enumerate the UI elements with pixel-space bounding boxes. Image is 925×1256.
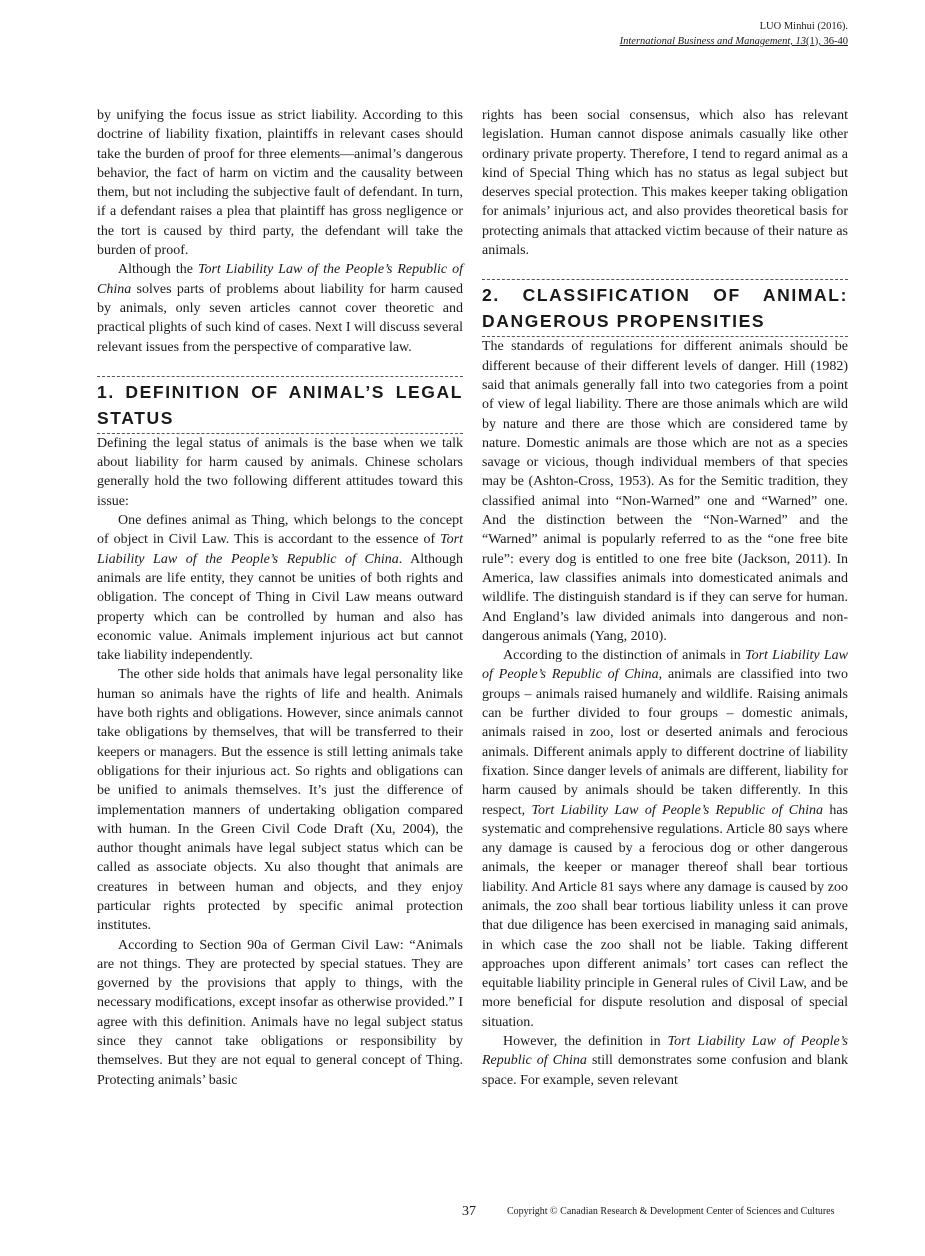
italic-title-text: Tort Liability Law of People’s Republic of China <box>531 802 824 818</box>
right-column <box>482 106 848 1090</box>
running-header <box>620 19 848 49</box>
copyright-notice: Copyright © Canadian Research & Development Center of Sciences and Cultures <box>507 1206 835 1217</box>
text-run: The standards of regulations for different animals should be different because of their different levels of danger. Hill (1982) said that animals generally fall into two categories from a point of view of legal liability. There are those animals which are wild by nature and there are those which are considered tame by nature. Domestic animals are those which are not as a species savage or vicious, though individual members of that species may be (Ashton-Cross, 1953). As for the Semitic tradition, they classified animal into “Non-Warned” one and “Warned” one. And the distinction between the “Non-Warned” and the “Warned” animal is popularly referred to as the “one free bite rule”: every dog is entitled to one free bite (Jackson, 2011). In America, law classifies animals into domesticated animals and wildlife. The distinguish standard is if they can serve for human. And England’s law divided animals into dangerous and non-dangerous animals (Yang, 2010). <box>482 339 848 644</box>
paragraph <box>482 337 848 646</box>
text-run: Defining the legal status of animals is the base when we talk about liability for harm caused by animals. Chinese scholars generally hold the two following different attitudes toward this issue: <box>97 435 463 509</box>
paragraph <box>97 260 463 356</box>
text-run: rights has been social consensus, which also has relevant legislation. Human cannot dispose animals casually like other ordinary private property. Therefore, I tend to regard animal as a kind of Special Thing which has no status as legal subject but deserves special protection. This makes keeper taking obligation for animals’ injurious act, and also provides theoretical basis for protecting animals that attacked victim because of their nature as animals. <box>482 108 848 259</box>
italic-title-text: Tort Liability Law of People’s Republic of China <box>482 648 848 683</box>
italic-title-text: Tort Liability Law of People’s Republic of China <box>482 1034 848 1069</box>
text-run: The other side holds that animals have legal personality like human so animals have the rights of life and health. Animals have both rights and obligations. However, since animals cannot take obligations by themselves, that will be transferred to their keepers or managers. But the essence is still letting animals take obligations for their injurious act. So rights and obligations can be unified to animals themselves. It’s just the difference of implementation manners of undertaking obligation compared with human. In the Green Civil Code Draft (Xu, 2004), the author thought animals have legal subject status which can be called as associate objects. Xu also thought that animals are creatures in between human and objects, and they enjoy particular rights protected by specific animal protection institutes. <box>97 667 463 934</box>
paragraph <box>482 1032 848 1090</box>
left-column <box>97 106 463 1090</box>
text-run: , animals are classified into two groups – animals raised humanely and wildlife. Raising animals can be further divided to four groups – domestic animals, animals raised in zoo, lost or deserted animals and ferocious animals. Different animals apply to different doctrine of liability fixation. Since danger levels of animals are different, liability for harm caused by animals should be taken differently. In this respect, <box>482 667 848 818</box>
paragraph <box>97 511 463 665</box>
paragraph <box>97 665 463 935</box>
header-journal-citation <box>620 34 848 49</box>
paragraph <box>97 106 463 260</box>
paragraph <box>482 646 848 1032</box>
text-run: According to Section 90a of German Civil Law: “Animals are not things. They are protected by special statues. They are governed by the provisions that apply to things, with the necessary modifications, except insofar as otherwise provided.” I agree with this definition. Animals have no legal subject status since they cannot take obligations or responsibility by themselves. But they are not equal to general concept of Thing. Protecting animals’ basic <box>97 937 463 1088</box>
paragraph <box>97 434 463 511</box>
text-run: still demonstrates some confusion and blank space. For example, seven relevant <box>482 1053 848 1088</box>
text-run: One defines animal as Thing, which belongs to the concept of object in Civil Law. This is accordant to the essence of <box>97 513 463 548</box>
header-journal: International Business and Management, 13 <box>619 36 806 47</box>
text-run: has systematic and comprehensive regulations. Article 80 says where any damage is caused by a ferocious dog or other dangerous animals, the keeper or manager thereof shall bear tortious liability. And Article 81 says where any damage is caused by zoo animals, the zoo shall bear tortious liability unless it can prove that due diligence has been exercised in managing said animals, in which case the zoo shall not be liable. Taking different approaches upon different animals’ tort cases can reflect the equitable liability principle in General rules of Civil Law, and be more beneficial for dispute resolution and disposal of special situation. <box>482 802 848 1030</box>
text-run: solves parts of problems about liability for harm caused by animals, only seven articles cannot cover theoretic and practical plights of such kind of cases. Next I will discuss several relevant issues from the perspective of comparative law. <box>97 281 463 355</box>
text-run: by unifying the focus issue as strict liability. According to this doctrine of liability fixation, plaintiffs in relevant cases should take the burden of proof for three elements—animal’s dangerous behavior, the fact of harm on victim and the causality between them, but not including the subjective fault of defendant. In turn, if a defendant raises a plea that plaintiff has gross negligence or the tort is caused by third party, the defendant will take the burden of proof. <box>97 108 463 259</box>
section-heading-1: 1. DEFINITION OF ANIMAL’S LEGAL STATUS <box>97 376 463 434</box>
header-issue-pages: (1), 36-40 <box>806 36 848 47</box>
paragraph <box>97 936 463 1090</box>
pre-section-text <box>482 106 848 260</box>
pre-section-text <box>97 106 463 357</box>
italic-title-text: Tort Liability Law of the People’s Republic of China <box>97 532 463 567</box>
header-author-year: LUO Minhui (2016). <box>759 21 848 32</box>
italic-title-text: Tort Liability Law of the People’s Republic of China <box>97 262 463 297</box>
section-heading-2: 2. CLASSIFICATION OF ANIMAL: DANGEROUS PROPENSITIES <box>482 279 848 337</box>
page-number: 37 <box>462 1204 476 1219</box>
text-run: However, the definition in <box>503 1034 668 1050</box>
text-run: . Although animals are life entity, they cannot be unities of both rights and obligation. The concept of Thing in Civil Law means outward property which can be controlled by human and also has economic value. Animals implement injurious act but cannot take liability independently. <box>97 551 463 664</box>
text-run: Although the <box>118 262 198 278</box>
paragraph <box>482 106 848 260</box>
text-run: According to the distinction of animals in <box>503 648 746 664</box>
section-body-text <box>482 337 848 1090</box>
section-body-text <box>97 434 463 1090</box>
